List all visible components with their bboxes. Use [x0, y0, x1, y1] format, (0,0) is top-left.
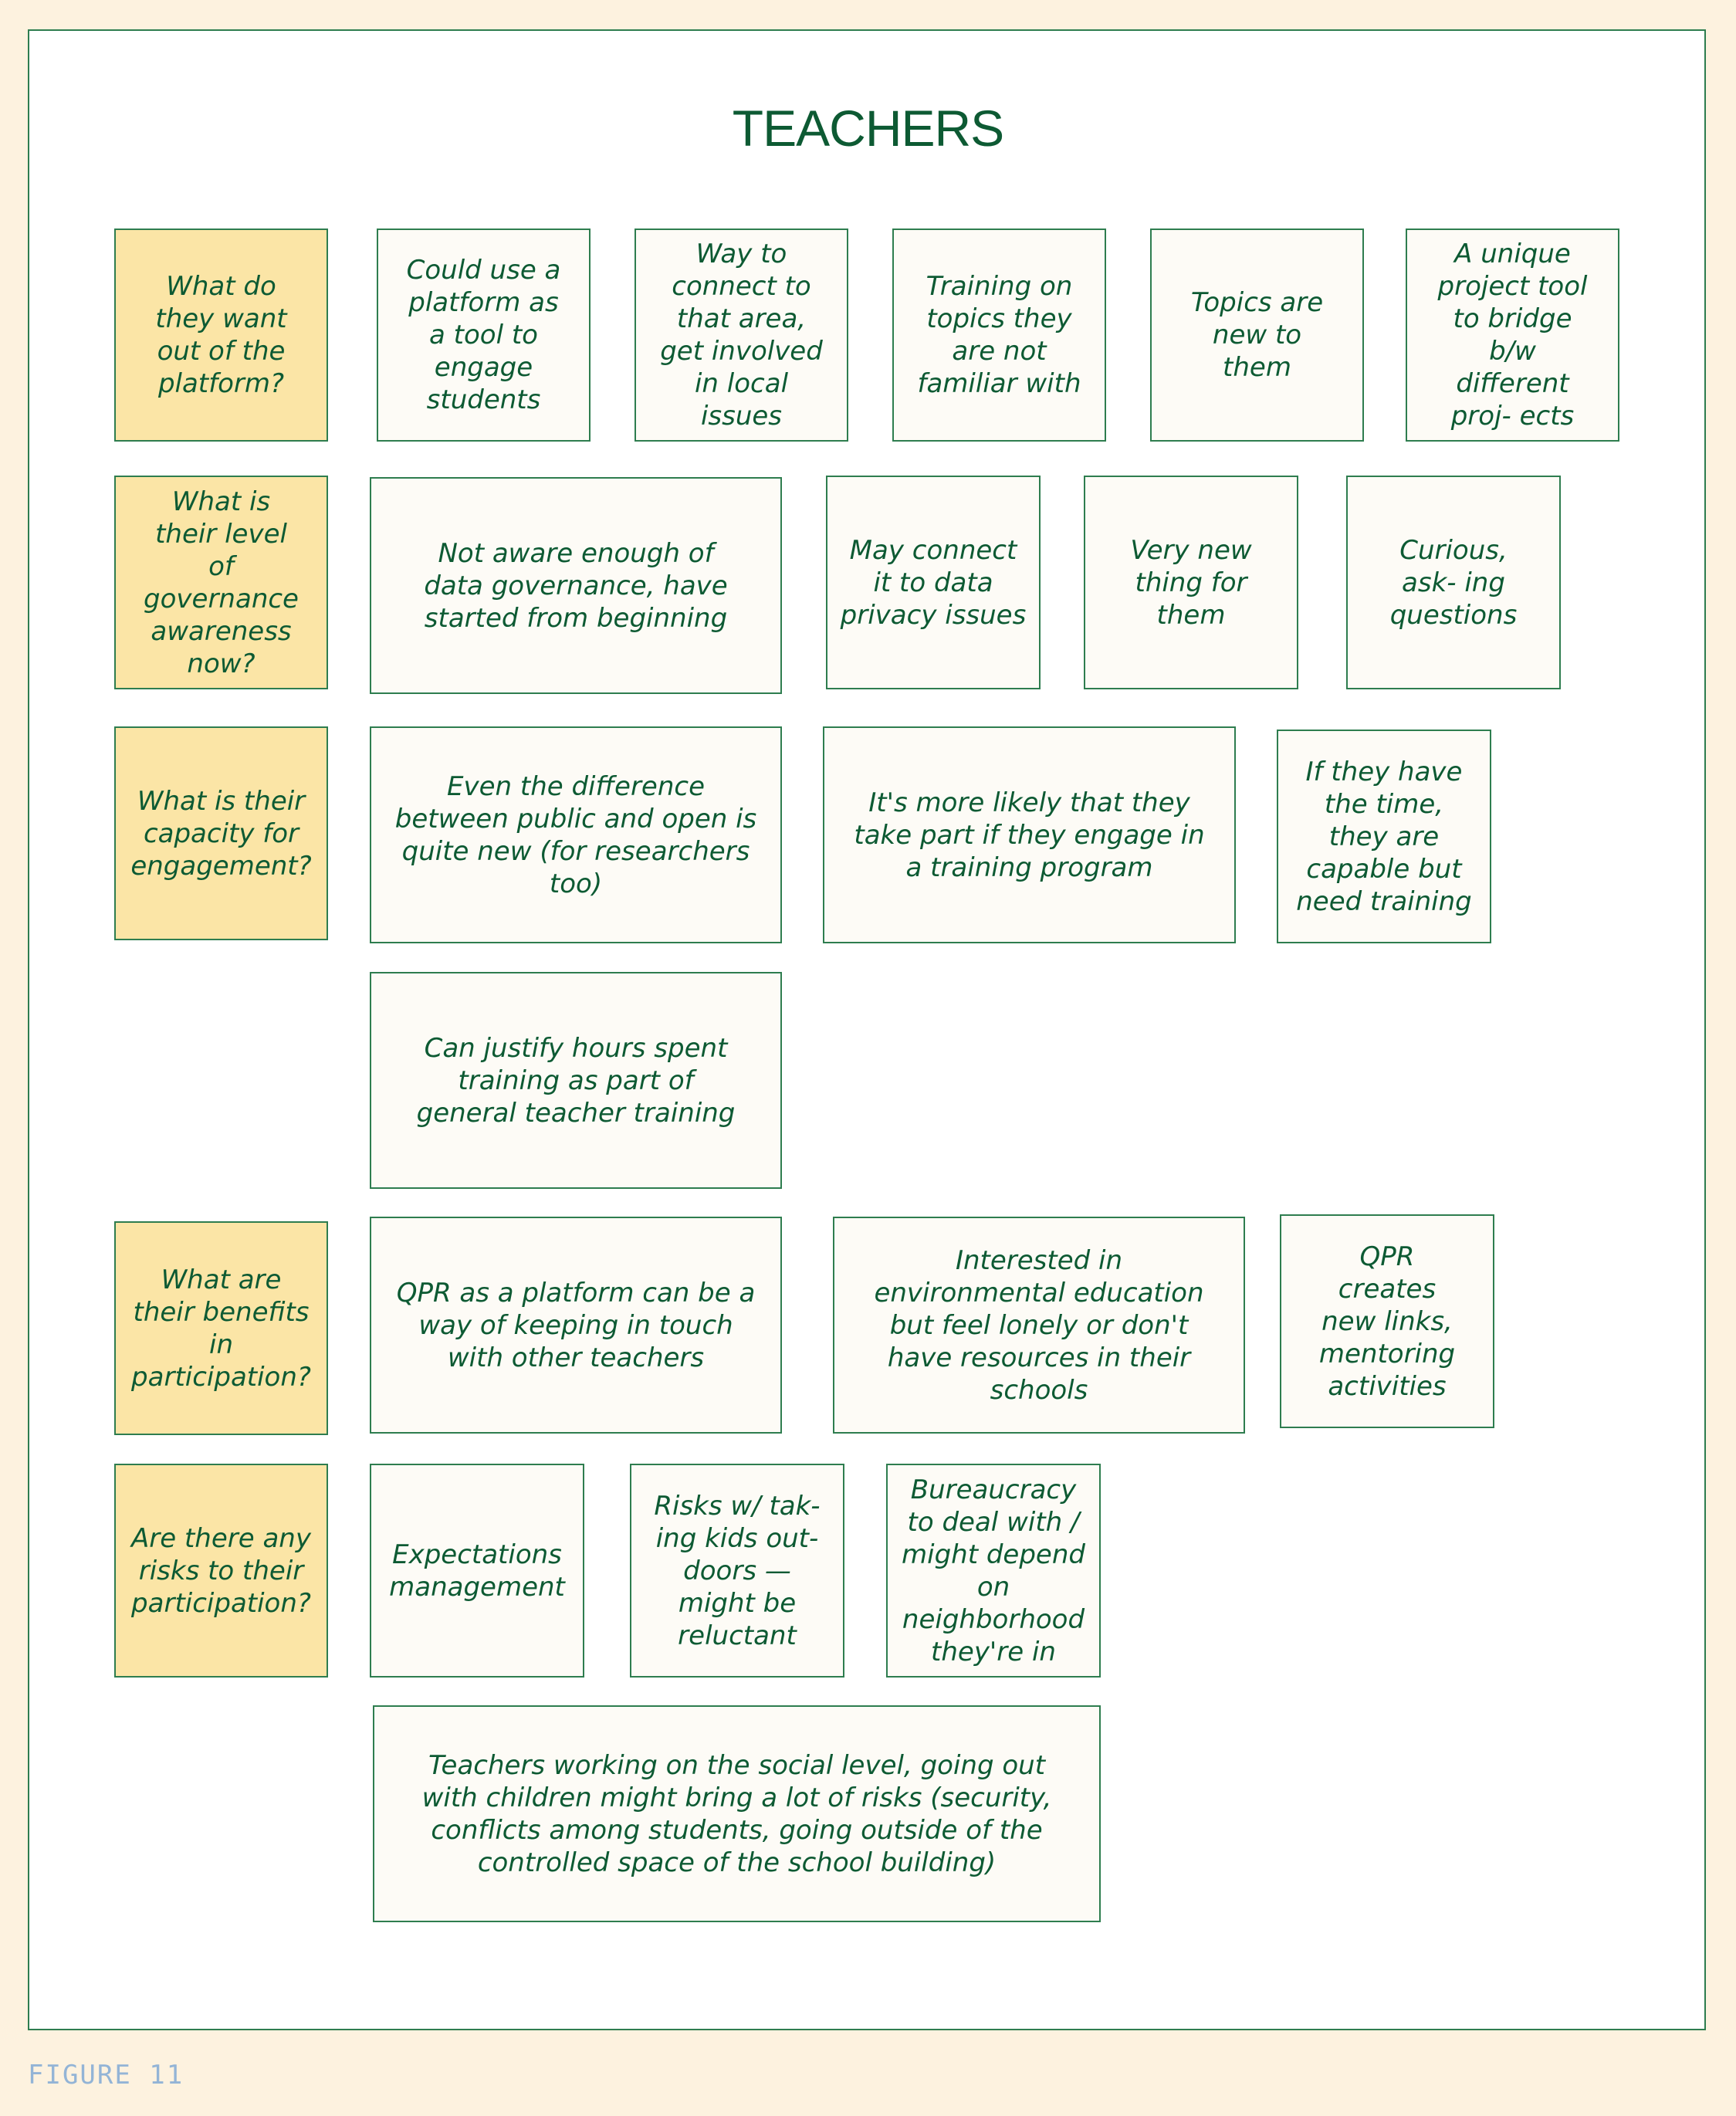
sticky-note: Training on topics they are not familiar with	[892, 229, 1106, 442]
sticky-note: QPR creates new links, mentoring activities	[1280, 1214, 1494, 1428]
page-title: TEACHERS	[732, 100, 1004, 157]
sticky-note: Can justify hours spent training as part of general teacher training	[370, 972, 782, 1189]
sticky-note: It's more likely that they take part if they engage in a training program	[823, 726, 1236, 943]
sticky-note: Very new thing for them	[1084, 476, 1298, 689]
sticky-note: A unique project tool to bridge b/w different proj- ects	[1406, 229, 1619, 442]
sticky-note: Topics are new to them	[1150, 229, 1364, 442]
sticky-note: Curious, ask- ing questions	[1346, 476, 1561, 689]
sticky-note: Teachers working on the social level, going out with children might bring a lot of risks (security, conflicts among students, going outside of the controlled space of the school building)	[373, 1705, 1101, 1922]
question-note-wants: What do they want out of the platform?	[114, 229, 328, 442]
sticky-note: Expectations management	[370, 1464, 584, 1678]
sticky-note: Interested in environmental education but feel lonely or don't have resources in their schools	[833, 1217, 1245, 1434]
sticky-note: Could use a platform as a tool to engage students	[377, 229, 591, 442]
sticky-note: Risks w/ tak- ing kids out- doors — might be reluctant	[630, 1464, 844, 1678]
sticky-note: If they have the time, they are capable but need training	[1277, 730, 1491, 943]
figure-caption: FIGURE 11	[28, 2060, 184, 2091]
question-note-capacity: What is their capacity for engagement?	[114, 726, 328, 940]
question-note-benefits: What are their benefits in participation?	[114, 1221, 328, 1435]
sticky-note: May connect it to data privacy issues	[826, 476, 1041, 689]
sticky-note: Bureaucracy to deal with / might depend on neighborhood they're in	[886, 1464, 1101, 1678]
sticky-note: Not aware enough of data governance, have started from beginning	[370, 477, 782, 694]
sticky-note: Even the difference between public and open is quite new (for researchers too)	[370, 726, 782, 943]
sticky-note: QPR as a platform can be a way of keeping in touch with other teachers	[370, 1217, 782, 1434]
question-note-awareness: What is their level of governance awareness now?	[114, 476, 328, 689]
sticky-note: Way to connect to that area, get involved in local issues	[635, 229, 848, 442]
question-note-risks: Are there any risks to their participation?	[114, 1464, 328, 1678]
